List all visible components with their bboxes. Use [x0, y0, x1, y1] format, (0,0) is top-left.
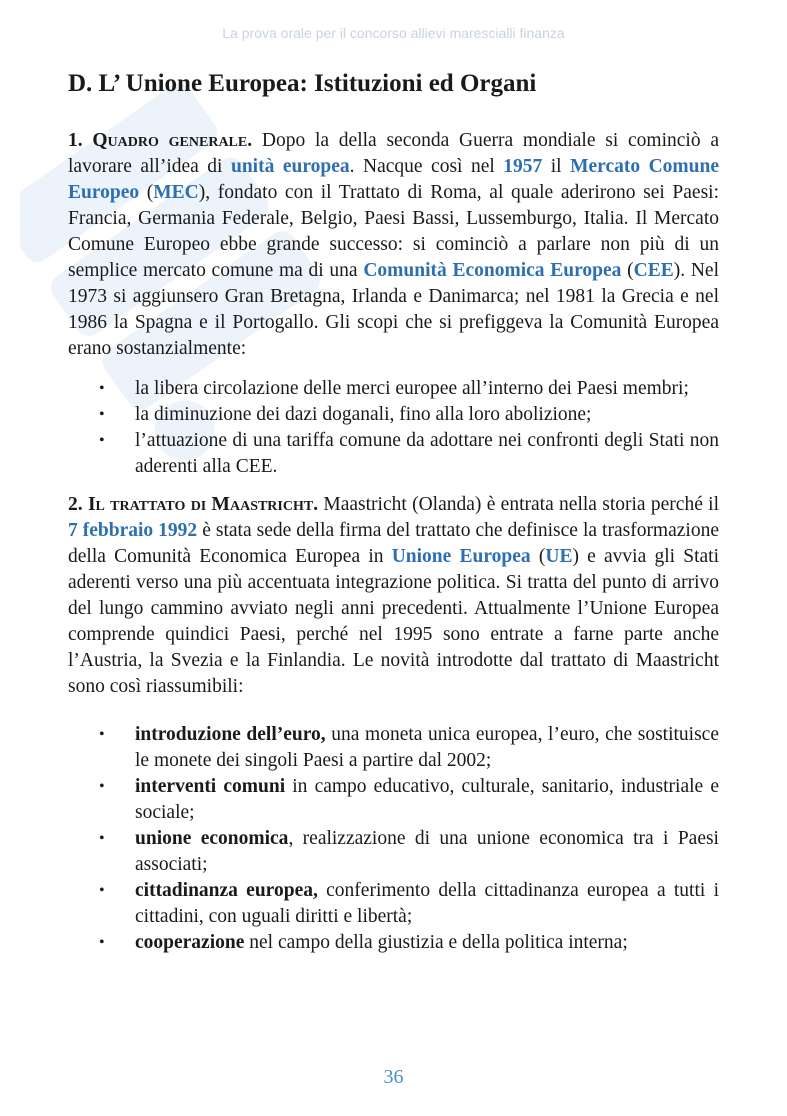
text-run: il	[542, 156, 571, 177]
list-item	[68, 428, 719, 480]
bullet-icon: •	[99, 934, 105, 951]
list-item-text: in campo educativo, culturale, sanitario, industriale e sociale;	[135, 776, 719, 823]
section-2-number: 2.	[68, 494, 88, 515]
highlight-term: Unione Europea	[391, 546, 531, 567]
list-item	[68, 722, 719, 774]
section-1-number: 1.	[68, 130, 93, 151]
highlight-term: Mercato Comune Europeo	[68, 156, 720, 203]
highlight-term: unità europea	[230, 156, 350, 177]
highlight-term: UE	[545, 546, 573, 567]
running-header: La prova orale per il concorso allievi marescialli finanza	[222, 25, 565, 41]
list-item-text: conferimento della cittadinanza europea a tutti i cittadini, con uguali diritti e libertà;	[135, 880, 719, 927]
bullet-icon: •	[99, 380, 105, 397]
list-item-text: nel campo della giustizia e della politica interna;	[244, 932, 628, 953]
section-2-list	[68, 722, 719, 956]
list-item	[68, 402, 719, 428]
highlight-term: Comunità Economica Europea	[363, 260, 622, 281]
list-item	[68, 826, 719, 878]
list-item-term: cittadinanza europea,	[135, 880, 318, 901]
section-1-paragraph	[68, 128, 719, 362]
text-run: è stata sede della firma del trattato che definisce la trasformazione della Comunità Economica Europea in	[68, 520, 719, 567]
bullet-icon: •	[99, 432, 105, 449]
highlight-term: CEE	[633, 260, 674, 281]
list-item-term: unione economica	[135, 828, 289, 849]
text-run: Maastricht (Olanda) è entrata nella storia perché il	[318, 494, 719, 515]
list-item-text: la diminuzione dei dazi doganali, fino alla loro abolizione;	[135, 404, 592, 425]
text-run: . Nacque così nel	[349, 156, 504, 177]
text-run: (	[530, 546, 546, 567]
text-run: ). Nel 1973 si aggiunsero Gran Bretagna, Irlanda e Danimarca; nel 1981 la Grecia e nel 1986 la Spagna e il Portogallo. Gli scopi che si prefiggeva la Comunità Europea erano sostanzialmente:	[68, 260, 719, 359]
bullet-icon: •	[99, 406, 105, 423]
list-item	[68, 774, 719, 826]
bullet-icon: •	[99, 726, 105, 743]
page-title: D. L’ Unione Europea: Istituzioni ed Organi	[68, 70, 537, 97]
list-item	[68, 878, 719, 930]
text-run: ) e avvia gli Stati aderenti verso una più accentuata integrazione politica. Si tratta del punto di arrivo del lungo cammino avviato negli anni precedenti. Attualmente l’Unione Europea comprende quindici Paesi, perché nel 1995 sono entrate a farne parte anche l’Austria, la Svezia e la Finlandia. Le novità introdotte dal trattato di Maastricht sono così riassumibili:	[68, 546, 720, 697]
page-number: 36	[383, 1066, 404, 1088]
list-item-text: , realizzazione di una unione economica tra i Paesi associati;	[135, 828, 719, 875]
list-item-term: introduzione dell’euro,	[135, 724, 326, 745]
text-run: (	[621, 260, 634, 281]
list-item	[68, 930, 719, 956]
section-2-paragraph	[68, 492, 719, 700]
bullet-icon: •	[99, 830, 105, 847]
list-item-text: l’attuazione di una tariffa comune da adottare nei confronti degli Stati non aderenti alla CEE.	[135, 430, 719, 477]
text-run: Dopo la della seconda Guerra mondiale si cominciò a lavorare all’idea di	[68, 130, 719, 177]
list-item-text: la libera circolazione delle merci europee all’interno dei Paesi membri;	[135, 378, 689, 399]
text-run: ), fondato con il Trattato di Roma, al quale aderirono sei Paesi: Francia, Germania Federale, Belgio, Paesi Bassi, Lussemburgo, Italia. Il Mercato Comune Europeo ebbe grande successo: si cominciò a parlare non più di un semplice mercato comune ma di una	[68, 182, 719, 281]
list-item-term: cooperazione	[135, 932, 245, 953]
bullet-icon: •	[99, 882, 105, 899]
section-1-heading: Quadro generale.	[92, 130, 253, 151]
section-1-list	[68, 376, 719, 480]
text-run: (	[139, 182, 154, 203]
highlight-term: MEC	[153, 182, 199, 203]
highlight-term: 1957	[503, 156, 543, 177]
page-content	[68, 70, 719, 968]
list-item	[68, 376, 719, 402]
highlight-term: 7 febbraio 1992	[68, 520, 198, 541]
list-item-term: interventi comuni	[135, 776, 286, 797]
section-2-heading: Il trattato di Maastricht.	[87, 494, 319, 515]
bullet-icon: •	[99, 778, 105, 795]
list-item-text: una moneta unica europea, l’euro, che sostituisce le monete dei singoli Paesi a partire dal 2002;	[135, 724, 719, 771]
